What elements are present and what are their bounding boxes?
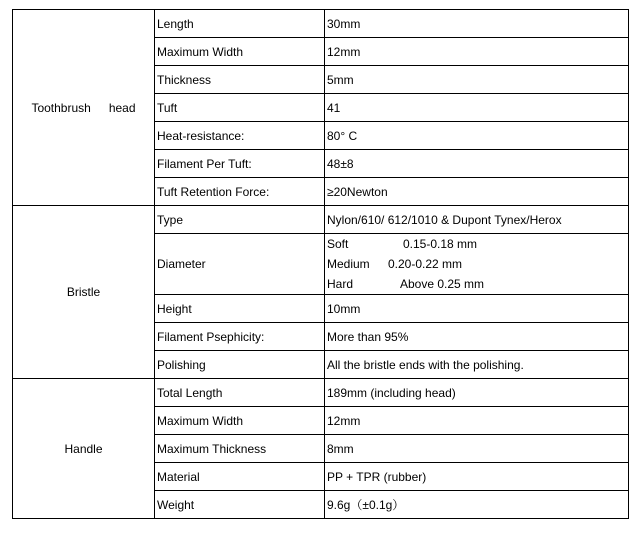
value-cell: All the bristle ends with the polishing. [325, 351, 629, 379]
spec-table [12, 9, 629, 519]
value-cell: PP + TPR (rubber) [325, 463, 629, 491]
group-label-part: Toothbrush [31, 100, 91, 115]
value-cell: 80° C [325, 122, 629, 150]
property-cell: Material [155, 463, 325, 491]
property-cell: Length [155, 10, 325, 38]
value-cell: 189mm (including head) [325, 379, 629, 407]
diameter-line [327, 234, 626, 254]
table-row [13, 10, 629, 38]
value-cell: 10mm [325, 295, 629, 323]
property-cell: Type [155, 206, 325, 234]
table-row [13, 379, 629, 407]
property-cell: Diameter [155, 234, 325, 295]
property-cell: Total Length [155, 379, 325, 407]
value-cell: Nylon/610/ 612/1010 & Dupont Tynex/Herox [325, 206, 629, 234]
value-cell: 30mm [325, 10, 629, 38]
property-cell: Filament Psephicity: [155, 323, 325, 351]
property-cell: Weight [155, 491, 325, 519]
table-row [13, 206, 629, 234]
value-cell: 41 [325, 94, 629, 122]
property-cell: Tuft Retention Force: [155, 178, 325, 206]
property-cell: Polishing [155, 351, 325, 379]
property-cell: Maximum Thickness [155, 435, 325, 463]
diameter-range: Above 0.25 mm [400, 277, 485, 291]
diameter-grade: Medium [327, 257, 370, 271]
property-cell: Thickness [155, 66, 325, 94]
value-cell: 8mm [325, 435, 629, 463]
value-cell: 9.6g（±0.1g） [325, 491, 629, 519]
group-label-toothbrush-head [13, 10, 155, 206]
group-label-part: head [108, 100, 136, 115]
value-cell: 5mm [325, 66, 629, 94]
value-cell: 12mm [325, 38, 629, 66]
property-cell: Maximum Width [155, 407, 325, 435]
diameter-line [327, 274, 626, 294]
group-label-handle: Handle [13, 379, 155, 519]
value-cell: 48±8 [325, 150, 629, 178]
property-cell: Height [155, 295, 325, 323]
diameter-value-cell [325, 234, 629, 295]
value-cell: 12mm [325, 407, 629, 435]
property-cell: Heat-resistance: [155, 122, 325, 150]
diameter-range: 0.15-0.18 mm [403, 237, 478, 251]
diameter-grade: Soft [327, 237, 349, 251]
property-cell: Filament Per Tuft: [155, 150, 325, 178]
diameter-range: 0.20-0.22 mm [388, 257, 463, 271]
diameter-line [327, 254, 626, 274]
diameter-grade: Hard [327, 277, 354, 291]
property-cell: Maximum Width [155, 38, 325, 66]
property-cell: Tuft [155, 94, 325, 122]
value-cell: More than 95% [325, 323, 629, 351]
group-label-bristle: Bristle [13, 206, 155, 379]
value-cell: ≥20Newton [325, 178, 629, 206]
